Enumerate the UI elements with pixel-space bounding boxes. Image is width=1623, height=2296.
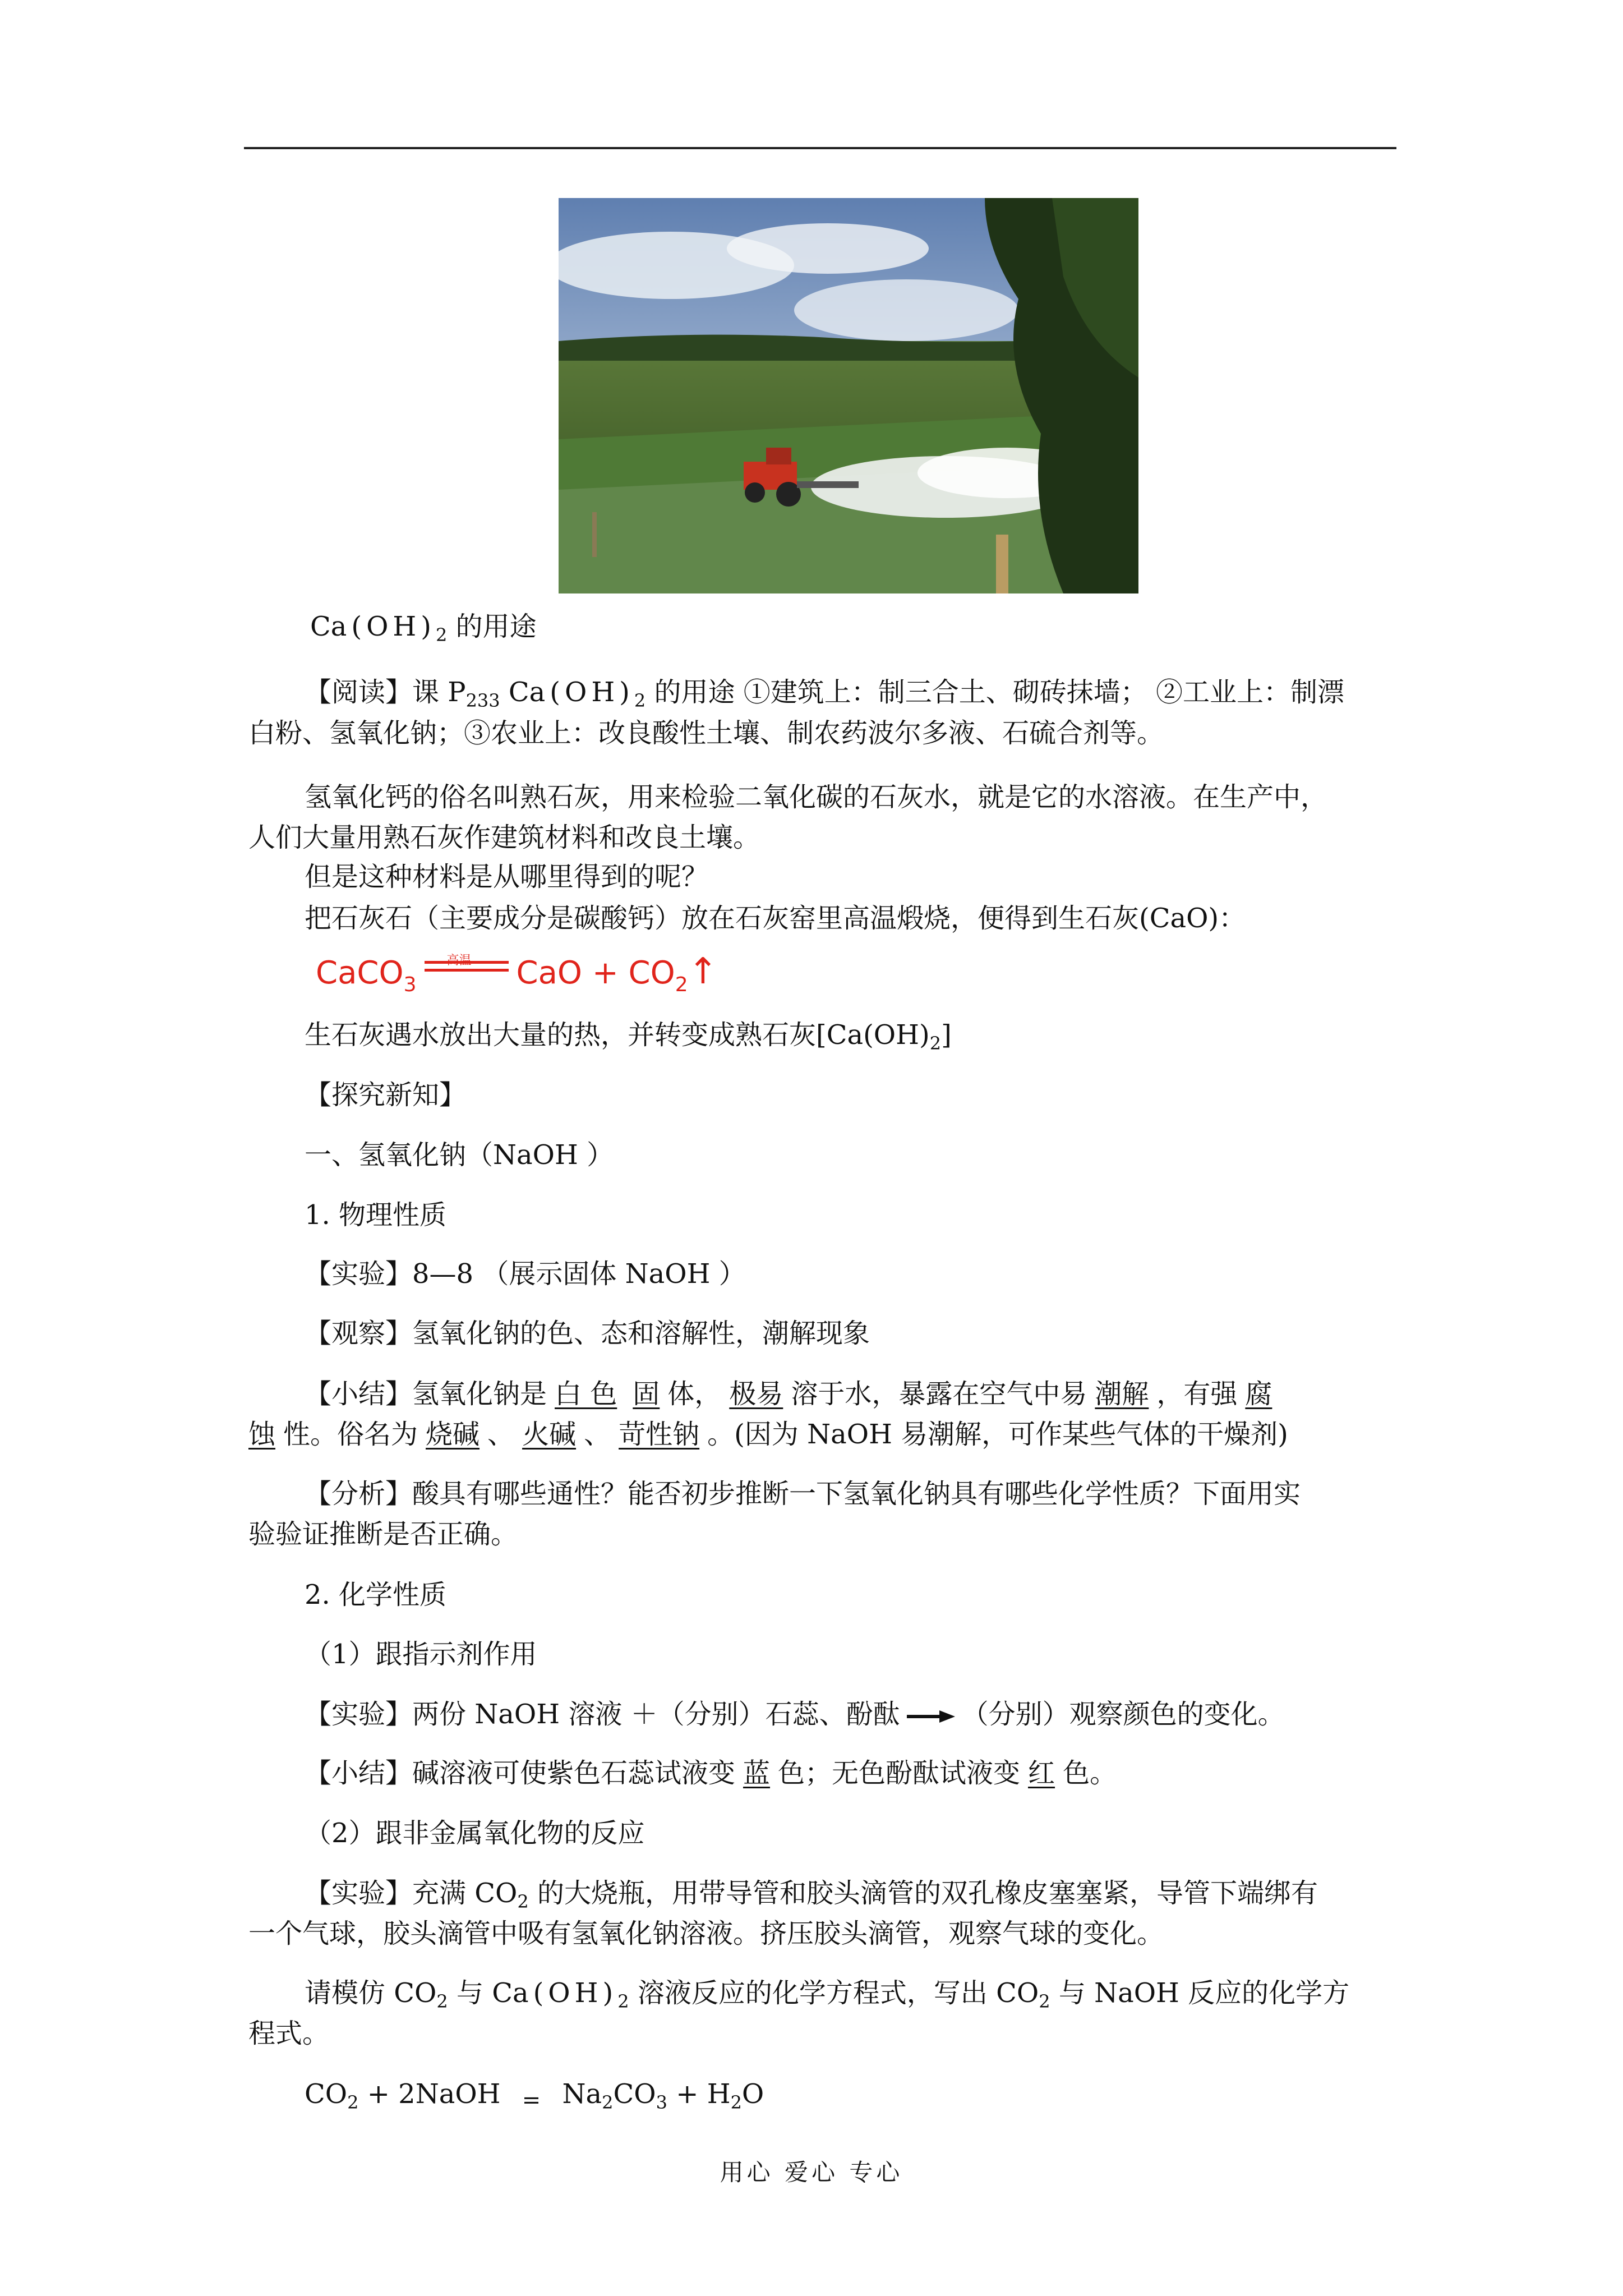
imitate-sub-1: 2 (436, 1991, 448, 2012)
eq2-co3-sub: 3 (656, 2092, 667, 2113)
header-rule (244, 147, 1396, 149)
reading-subscript-2: 2 (634, 690, 646, 711)
summary-naoh-line-1 (305, 1374, 1465, 1414)
summary1-text-j: 性。俗名为 (283, 1419, 418, 1450)
exp3-text-a: 【实验】充满 CO (305, 1878, 518, 1909)
summary-naoh-line-2 (248, 1415, 1409, 1454)
answer-fire-alkali: 火碱 (522, 1419, 577, 1450)
reading-subscript-page: 233 (465, 690, 500, 711)
eq2-co2: CO (305, 2078, 348, 2110)
imitate-text-d: 溶液反应的化学方程式，写出 CO (629, 1977, 1039, 2009)
eq1-reactant: CaCO (316, 955, 404, 991)
quicklime-text: 生石灰遇水放出大量的热，并转变成熟石灰[Ca(OH) (305, 1019, 930, 1051)
physical-properties-heading: 1. 物理性质 (305, 1199, 447, 1231)
eq2-h: + H (667, 2078, 731, 2110)
page-footer: 用心 爱心 专心 (720, 2159, 903, 2186)
answer-red: 红 (1028, 1757, 1055, 1789)
imitate-text-a: 请模仿 CO (305, 1977, 437, 2009)
eq2-naoh: + 2NaOH (358, 2078, 501, 2110)
answer-caustic-soda: 烧碱 (426, 1419, 480, 1450)
experiment-8-8: 【实验】8—8 （展示固体 NaOH ） (305, 1258, 746, 1290)
answer-corrosive-a: 腐 (1245, 1378, 1272, 1410)
summary2-text-e: 色。 (1063, 1757, 1117, 1789)
photo-tractor-spreading-lime (559, 198, 1138, 593)
answer-very-easily: 极易 (729, 1378, 783, 1410)
eq1-products: CaO + CO (516, 955, 675, 991)
reading-text-formula: a(OH) (529, 677, 634, 708)
imitate-sub-2: 2 (617, 1991, 629, 2012)
summary1-text-e: 溶于水，暴露在空气中易 (791, 1378, 1087, 1410)
imitate-line-2: 程式。 (248, 2018, 330, 2049)
eq2-o: O (741, 2078, 764, 2110)
eq1-condition-label: 高温 (446, 954, 472, 968)
eq2-h-sub: 2 (730, 2092, 742, 2113)
chemical-properties-heading: 2. 化学性质 (305, 1579, 447, 1611)
para-limestone: 把石灰石（主要成分是碳酸钙）放在石灰窑里高温煅烧，便得到生石灰(CaO)： (305, 903, 1246, 934)
imitate-text-e: 与 NaOH 反应的化学方 (1050, 1977, 1350, 2009)
observe-naoh: 【观察】氢氧化钠的色、态和溶解性，潮解现象 (305, 1318, 870, 1349)
exp3-sub: 2 (517, 1891, 529, 1912)
reading-text-d: 的用途 ①建筑上：制三合土、砌砖抹墙； ②工业上：制漂 (645, 677, 1345, 708)
gas-up-arrow-icon: ↑ (688, 951, 718, 992)
reading-line-2: 白粉、氢氧化钠；③农业上：改良酸性土壤、制农药波尔多液、石硫合剂等。 (248, 717, 1164, 749)
section-naoh-heading: 一、氢氧化钠（NaOH ） (305, 1139, 614, 1171)
eq2-co3: CO (613, 2078, 656, 2110)
quicklime-sub: 2 (929, 1033, 942, 1054)
equation-caco3-decomposition (316, 949, 718, 1007)
summary1-text-a: 【小结】氢氧化钠是 (305, 1378, 547, 1410)
answer-deliquesce: 潮解 (1095, 1378, 1149, 1410)
title-text-pre: C (310, 611, 331, 642)
summary2-text-c: 色；无色酚酞试液变 (778, 1757, 1021, 1789)
eq2-equals: = (522, 2087, 541, 2113)
answer-solid: 固 (633, 1378, 660, 1410)
summary1-text-p: 。(因为 NaOH 易潮解，可作某些气体的干燥剂) (707, 1419, 1288, 1450)
summary1-sep-1: 、 (487, 1419, 515, 1450)
summary1-text-c: 体， (667, 1378, 722, 1410)
eq2-na: Na (562, 2078, 602, 2110)
reading-text-a: 【阅读】课 P (305, 677, 466, 708)
answer-blue: 蓝 (743, 1757, 771, 1789)
right-arrow-icon (906, 1708, 956, 1725)
nonmetal-oxide-heading: （2）跟非金属氧化物的反应 (305, 1818, 645, 1849)
title-subscript: 2 (436, 624, 448, 646)
analysis-line-2: 验验证推断是否正确。 (248, 1519, 518, 1550)
analysis-line-1: 【分析】酸具有哪些通性？能否初步推断一下氢氧化钠具有哪些化学性质？下面用实 (305, 1478, 1301, 1510)
eq1-products-sub: 2 (675, 973, 688, 996)
experiment-co2-line-2: 一个气球，胶头滴管中吸有氢氧化钠溶液。挤压胶头滴管，观察气球的变化。 (248, 1918, 1164, 1949)
title-text-formula: a(OH) (330, 611, 436, 642)
para-quicklime (305, 1015, 1465, 1063)
caoh2-uses-title (310, 607, 1471, 655)
experiment-indicator (305, 1695, 1465, 1734)
summary1-sep-2: 、 (584, 1419, 611, 1450)
imitate-sub-3: 2 (1039, 1991, 1050, 2012)
indicator-heading: （1）跟指示剂作用 (305, 1639, 537, 1670)
title-text-post: 的用途 (447, 611, 537, 642)
summary1-text-g: ，有强 (1156, 1378, 1238, 1410)
reading-text-b: C (500, 677, 529, 708)
imitate-formula: a(OH) (512, 1977, 618, 2009)
eq2-na-sub: 2 (602, 2092, 614, 2113)
equation-co2-naoh (305, 2074, 1465, 2122)
para-question: 但是这种材料是从哪里得到的呢？ (305, 861, 709, 892)
exp2-text-b: （分别）观察颜色的变化。 (961, 1699, 1285, 1730)
eq2-co2-sub: 2 (347, 2092, 359, 2113)
exp3-text-b: 的大烧瓶，用带导管和胶头滴管的双孔橡皮塞塞紧，导管下端绑有 (528, 1878, 1318, 1909)
para-caoh2-line-2: 人们大量用熟石灰作建筑材料和改良土壤。 (248, 822, 760, 853)
para-caoh2-line-1: 氢氧化钙的俗名叫熟石灰，用来检验二氧化碳的石灰水，就是它的水溶液。在生产中， (305, 781, 1328, 813)
summary2-text-a: 【小结】碱溶液可使紫色石蕊试液变 (305, 1757, 736, 1789)
quicklime-end: ] (941, 1019, 952, 1051)
imitate-text-b: 与 C (448, 1977, 513, 2009)
answer-white: 白 色 (555, 1378, 617, 1410)
eq1-condition-arrow (425, 955, 509, 978)
explore-heading: 【探究新知】 (305, 1079, 467, 1111)
eq1-reactant-sub: 3 (403, 973, 417, 996)
summary-indicator (305, 1754, 1465, 1793)
answer-sodium-hydroxide-name: 苛性钠 (619, 1419, 700, 1450)
exp2-text-a: 【实验】两份 NaOH 溶液 ＋（分别）石蕊、酚酞 (305, 1699, 900, 1730)
answer-corrosive-b: 蚀 (248, 1419, 276, 1450)
